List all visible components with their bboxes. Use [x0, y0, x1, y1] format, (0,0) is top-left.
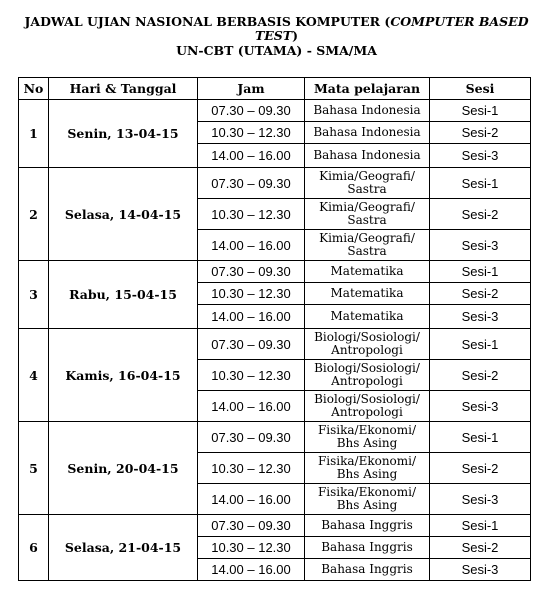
cell-sesi: Sesi-3 [430, 559, 531, 581]
cell-day: Selasa, 14-04-15 [49, 168, 198, 261]
cell-day: Rabu, 15-04-15 [49, 261, 198, 329]
cell-day: Selasa, 21-04-15 [49, 515, 198, 581]
cell-no: 1 [19, 100, 49, 168]
table-body [19, 100, 531, 581]
cell-jam: 10.30 – 12.30 [198, 537, 305, 559]
cell-sesi: Sesi-1 [430, 261, 531, 283]
cell-day: Senin, 13-04-15 [49, 100, 198, 168]
cell-mapel: Biologi/Sosiologi/ Antropologi [305, 391, 430, 422]
title-italic-test: TEST [254, 28, 293, 43]
cell-mapel: Bahasa Indonesia [305, 144, 430, 168]
cell-no: 4 [19, 329, 49, 422]
exam-schedule-table [18, 77, 531, 581]
cell-sesi: Sesi-1 [430, 168, 531, 199]
cell-jam: 10.30 – 12.30 [198, 199, 305, 230]
cell-mapel: Fisika/Ekonomi/ Bhs Asing [305, 453, 430, 484]
cell-jam: 10.30 – 12.30 [198, 453, 305, 484]
cell-jam: 14.00 – 16.00 [198, 305, 305, 329]
cell-day: Senin, 20-04-15 [49, 422, 198, 515]
cell-no: 3 [19, 261, 49, 329]
cell-mapel: Kimia/Geografi/ Sastra [305, 168, 430, 199]
document-title-line-1 [0, 15, 553, 29]
cell-sesi: Sesi-3 [430, 484, 531, 515]
cell-mapel: Fisika/Ekonomi/ Bhs Asing [305, 422, 430, 453]
cell-sesi: Sesi-2 [430, 360, 531, 391]
cell-sesi: Sesi-1 [430, 100, 531, 122]
cell-mapel: Matematika [305, 305, 430, 329]
cell-sesi: Sesi-1 [430, 515, 531, 537]
cell-jam: 14.00 – 16.00 [198, 484, 305, 515]
cell-no: 5 [19, 422, 49, 515]
cell-mapel: Kimia/Geografi/ Sastra [305, 199, 430, 230]
cell-mapel: Bahasa Indonesia [305, 100, 430, 122]
table-row [19, 168, 531, 199]
cell-no: 2 [19, 168, 49, 261]
column-header-sesi: Sesi [430, 78, 531, 100]
column-header-no: No [19, 78, 49, 100]
table-row [19, 329, 531, 360]
cell-jam: 14.00 – 16.00 [198, 391, 305, 422]
cell-mapel: Bahasa Inggris [305, 537, 430, 559]
cell-sesi: Sesi-1 [430, 422, 531, 453]
cell-jam: 07.30 – 09.30 [198, 261, 305, 283]
cell-jam: 07.30 – 09.30 [198, 422, 305, 453]
cell-day: Kamis, 16-04-15 [49, 329, 198, 422]
table-row [19, 422, 531, 453]
cell-jam: 10.30 – 12.30 [198, 122, 305, 144]
document-title-line-2 [0, 29, 553, 43]
cell-sesi: Sesi-1 [430, 329, 531, 360]
cell-sesi: Sesi-2 [430, 283, 531, 305]
cell-mapel: Biologi/Sosiologi/ Antropologi [305, 329, 430, 360]
cell-no: 6 [19, 515, 49, 581]
column-header-jam: Jam [198, 78, 305, 100]
cell-jam: 14.00 – 16.00 [198, 559, 305, 581]
cell-mapel: Bahasa Inggris [305, 559, 430, 581]
title-close-paren: ) [292, 28, 299, 43]
cell-sesi: Sesi-3 [430, 230, 531, 261]
cell-sesi: Sesi-3 [430, 144, 531, 168]
cell-jam: 10.30 – 12.30 [198, 283, 305, 305]
cell-sesi: Sesi-3 [430, 391, 531, 422]
cell-jam: 07.30 – 09.30 [198, 329, 305, 360]
title-text: JADWAL UJIAN NASIONAL BERBASIS KOMPUTER ( [24, 14, 391, 29]
cell-jam: 10.30 – 12.30 [198, 360, 305, 391]
cell-jam: 14.00 – 16.00 [198, 144, 305, 168]
cell-mapel: Bahasa Inggris [305, 515, 430, 537]
cell-sesi: Sesi-2 [430, 453, 531, 484]
cell-jam: 07.30 – 09.30 [198, 100, 305, 122]
cell-mapel: Bahasa Indonesia [305, 122, 430, 144]
cell-mapel: Biologi/Sosiologi/ Antropologi [305, 360, 430, 391]
cell-sesi: Sesi-2 [430, 537, 531, 559]
table-row [19, 261, 531, 283]
title-italic: COMPUTER BASED [390, 14, 529, 29]
cell-jam: 07.30 – 09.30 [198, 168, 305, 199]
cell-sesi: Sesi-2 [430, 199, 531, 230]
cell-mapel: Matematika [305, 283, 430, 305]
cell-mapel: Matematika [305, 261, 430, 283]
column-header-day: Hari & Tanggal [49, 78, 198, 100]
table-row [19, 515, 531, 537]
table-row [19, 100, 531, 122]
column-header-mapel: Mata pelajaran [305, 78, 430, 100]
document-subtitle: UN-CBT (UTAMA) - SMA/MA [176, 43, 377, 58]
cell-sesi: Sesi-3 [430, 305, 531, 329]
cell-jam: 14.00 – 16.00 [198, 230, 305, 261]
cell-mapel: Fisika/Ekonomi/ Bhs Asing [305, 484, 430, 515]
cell-jam: 07.30 – 09.30 [198, 515, 305, 537]
cell-sesi: Sesi-2 [430, 122, 531, 144]
cell-mapel: Kimia/Geografi/ Sastra [305, 230, 430, 261]
table-header-row [19, 78, 531, 100]
